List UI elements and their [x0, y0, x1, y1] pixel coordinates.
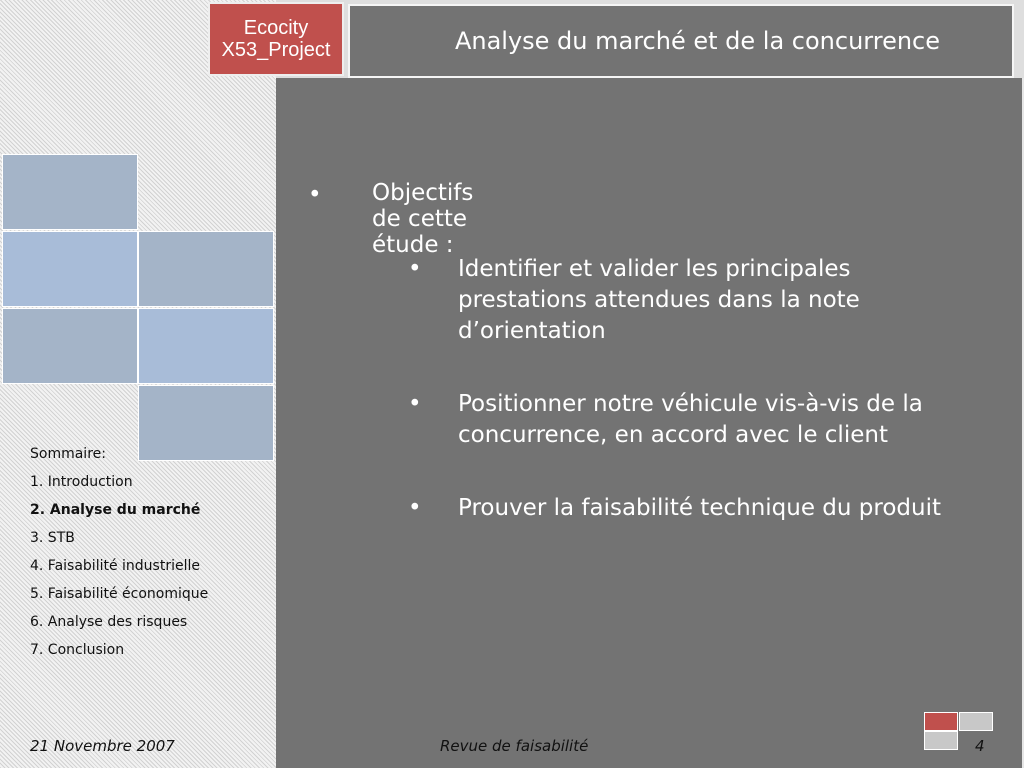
toc-item-faisabilite-economique[interactable]: 5. Faisabilité économique — [30, 586, 209, 602]
footer-date: 21 Novembre 2007 — [30, 737, 175, 755]
decor-tile — [2, 154, 138, 230]
toc-item-analyse-du-marche[interactable]: 2. Analyse du marché — [30, 502, 201, 518]
slide-title-box — [348, 4, 1014, 78]
project-logo — [208, 2, 344, 76]
decor-tile — [2, 231, 138, 307]
sub-bullet-2: Positionner notre véhicule vis-à-vis de la concurrence, en accord avec le client — [458, 391, 923, 448]
bullet-marker: • — [408, 256, 422, 282]
nav-square-red — [924, 712, 958, 731]
toc-item-conclusion[interactable]: 7. Conclusion — [30, 642, 125, 658]
decor-tile — [2, 308, 138, 384]
logo-line-2: X53_Project — [221, 39, 331, 61]
bullet-marker: • — [408, 391, 422, 417]
page-number: 4 — [975, 737, 985, 755]
bullet-marker: • — [308, 182, 322, 208]
main-bullet-text: Objectifs de cette étude : — [372, 180, 474, 258]
sub-bullet-3: Prouver la faisabilité technique du produit — [458, 495, 941, 521]
bullet-marker: • — [408, 495, 422, 521]
nav-square — [959, 712, 993, 731]
table-of-contents — [30, 446, 270, 668]
toc-item-analyse-des-risques[interactable]: 6. Analyse des risques — [30, 614, 188, 630]
toc-item-faisabilite-industrielle[interactable]: 4. Faisabilité industrielle — [30, 558, 200, 574]
footer-title: Revue de faisabilité — [440, 737, 589, 755]
slide-title: Analyse du marché et de la concurrence — [454, 27, 940, 55]
nav-square — [924, 731, 958, 750]
toc-item-introduction[interactable]: 1. Introduction — [30, 474, 133, 490]
decor-tile — [138, 231, 274, 307]
toc-heading: Sommaire: — [30, 446, 106, 462]
toc-item-stb[interactable]: 3. STB — [30, 530, 75, 546]
decor-tile — [138, 308, 274, 384]
sub-bullet-1: Identifier et valider les principales prestations attendues dans la note d’orientation — [458, 256, 860, 344]
logo-line-1: Ecocity — [243, 17, 309, 39]
